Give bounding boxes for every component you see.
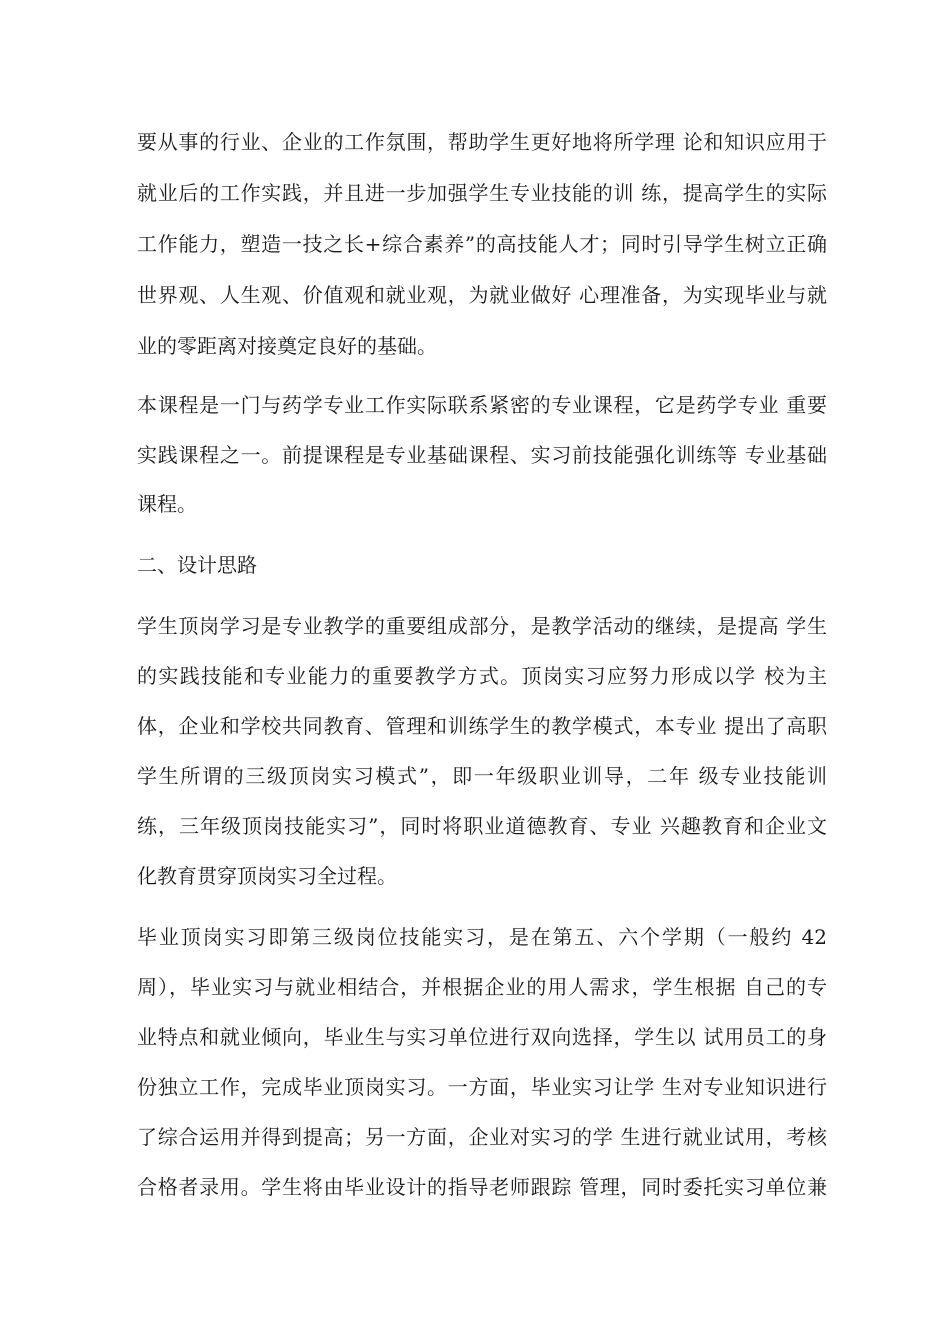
paragraph-line: 体，企业和学校共同教育、管理和训练学生的教学模式，本专业 提出了高职 [137,714,827,738]
paragraph-line: 练，三年级顶岗技能实习”，同时将职业道德教育、专业 兴趣教育和企业文 [137,814,827,838]
paragraph-line: 业的零距离对接奠定良好的基础。 [137,334,437,358]
paragraph-line: 实践课程之一。前提课程是专业基础课程、实习前技能强化训练等 专业基础 [137,443,827,467]
paragraph-line: 份独立工作，完成毕业顶岗实习。一方面，毕业实习让学 生对专业知识进行 [137,1075,827,1099]
paragraph-line: 业特点和就业倾向，毕业生与实习单位进行双向选择，学生以 试用员工的身 [137,1025,827,1049]
paragraph-line: 学生顶岗学习是专业教学的重要组成部分，是教学活动的继续，是提高 学生 [137,614,827,638]
paragraph-line: 就业后的工作实践，并且进一步加强学生专业技能的训 练，提高学生的实际 [137,181,827,205]
paragraph-line: 化教育贯穿顶岗实习全过程。 [137,864,397,888]
paragraph-line: 了综合运用并得到提高；另一方面，企业对实习的学 生进行就业试用，考核 [137,1125,827,1149]
paragraph-line: 工作能力，塑造一技之长+综合素养”的高技能人才；同时引导学生树立正确 [137,232,827,256]
paragraph-line: 毕业顶岗实习即第三级岗位技能实习，是在第五、六个学期（一般约 42 [137,925,827,949]
paragraph-line: 合格者录用。学生将由毕业设计的指导老师跟踪 管理，同时委托实习单位兼 [137,1175,827,1199]
paragraph-line: 的实践技能和专业能力的重要教学方式。顶岗实习应努力形成以学 校为主 [137,664,827,688]
paragraph-line: 本课程是一门与药学专业工作实际联系紧密的专业课程，它是药学专业 重要 [137,393,827,417]
paragraph-line: 世界观、人生观、价值观和就业观，为就业做好 心理准备，为实现毕业与就 [137,283,827,307]
paragraph-line: 周），毕业实习与就业相结合，并根据企业的用人需求，学生根据 自己的专 [137,975,827,999]
section-heading: 二、设计思路 [137,553,257,577]
paragraph-line: 学生所谓的三级顶岗实习模式”，即一年级职业训导，二年 级专业技能训 [137,764,827,788]
paragraph-line: 课程。 [137,492,197,516]
paragraph-line: 要从事的行业、企业的工作氛围，帮助学生更好地将所学理 论和知识应用于 [137,130,827,154]
